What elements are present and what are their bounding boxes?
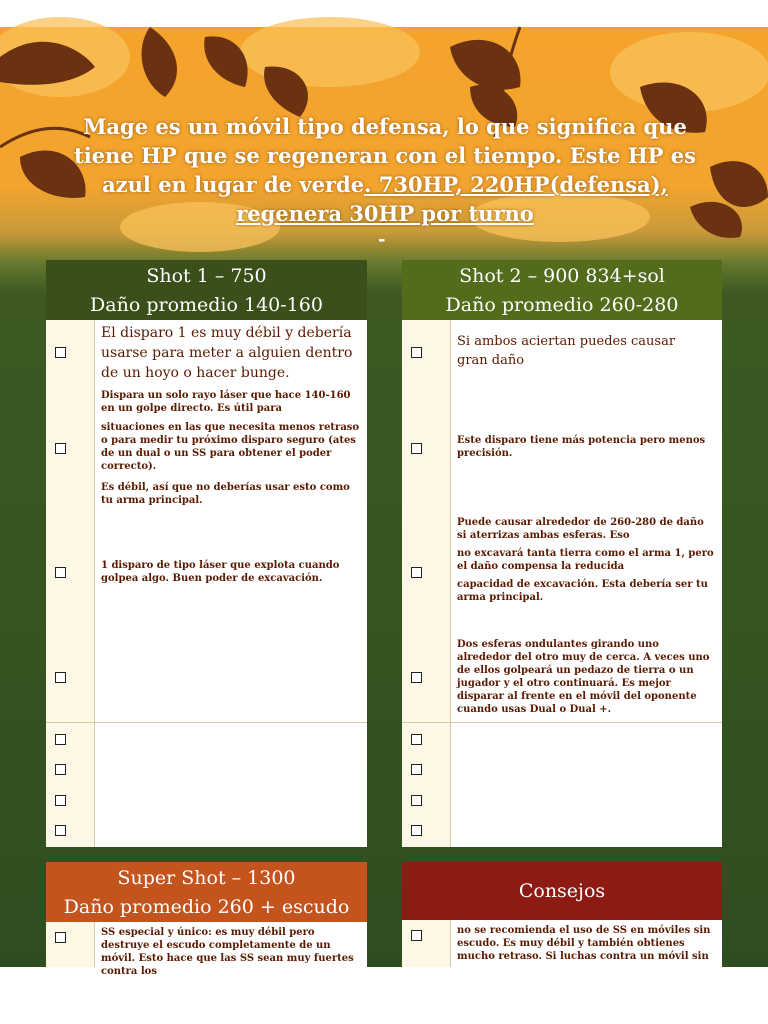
shot1-card [46, 260, 367, 847]
super-shot-item: SS especial y único: es muy débil pero destruye el escudo completamente de un móvil. Esto hace que las SS sean muy fuertes contra los [101, 927, 354, 977]
checkbox[interactable] [55, 825, 66, 836]
shot1-item: Dispara un solo rayo láser que hace 140-160 en un golpe directo. Es útil para [101, 390, 351, 414]
shot1-item: El disparo 1 es muy débil y debería usarse para meter a alguien dentro de un hoyo o hacer bunge. [101, 325, 353, 381]
checkbox[interactable] [55, 567, 66, 578]
checkbox[interactable] [411, 672, 422, 683]
checkbox[interactable] [411, 764, 422, 775]
separator-dash: - [378, 229, 386, 250]
checkbox[interactable] [411, 795, 422, 806]
checkbox[interactable] [411, 567, 422, 578]
shot2-item: capacidad de excavación. Esta debería ser tu arma principal. [457, 579, 708, 603]
tips-header [402, 862, 722, 920]
page-background [0, 27, 768, 977]
checkbox[interactable] [411, 930, 422, 941]
checkbox[interactable] [55, 932, 66, 943]
checkbox[interactable] [411, 734, 422, 745]
checkbox[interactable] [411, 347, 422, 358]
checkbox[interactable] [55, 764, 66, 775]
tips-title: Consejos [518, 880, 606, 902]
checkbox[interactable] [411, 443, 422, 454]
tips-item: no se recomienda el uso de SS en móviles sin escudo. Es muy débil y también obtienes mucho retraso. Si luchas contra un móvil sin [457, 925, 711, 962]
super-shot-subtitle: Daño promedio 260 + escudo [63, 896, 350, 918]
shot2-title: Shot 2 – 900 834+sol [459, 265, 665, 287]
super-shot-card [46, 862, 367, 977]
checkbox[interactable] [55, 795, 66, 806]
checkbox[interactable] [55, 347, 66, 358]
checkbox[interactable] [55, 672, 66, 683]
shot2-header [402, 260, 722, 320]
shot2-item: Si ambos aciertan puedes causar gran daño [457, 334, 676, 368]
super-shot-header [46, 862, 367, 922]
shot1-subtitle: Daño promedio 140-160 [90, 294, 323, 316]
super-shot-title: Super Shot – 1300 [117, 867, 296, 889]
shot2-item: Puede causar alrededor de 260-280 de daño si aterrizas ambas esferas. Eso [457, 517, 704, 541]
shot1-item: Es débil, así que no deberías usar esto como tu arma principal. [101, 482, 350, 506]
shot2-subtitle: Daño promedio 260-280 [445, 294, 679, 316]
intro-text: Mage es un móvil tipo defensa, lo que significa que tiene HP que se regeneran con el tiempo. Este HP es azul en lugar de verde. 730HP, 220HP(defensa), regenera 30HP por turno [74, 114, 696, 226]
shot1-item: situaciones en las que necesita menos retraso o para medir tu próximo disparo seguro (ates de un dual o un SS para obtener el poder correcto). [101, 422, 360, 472]
shot2-item: no excavará tanta tierra como el arma 1, pero el daño compensa la reducida [457, 548, 714, 572]
shot2-item: Dos esferas ondulantes girando uno alrededor del otro muy de cerca. A veces uno de ellos golpeará un pedazo de tierra o un jugador y el otro continuará. Es mejor disparar al frente en el móvil del oponente cuando usas Dual o Dual +. [457, 639, 710, 715]
shot1-title: Shot 1 – 750 [146, 265, 267, 287]
shot2-card [402, 260, 722, 847]
checkbox[interactable] [55, 734, 66, 745]
shot2-item: Este disparo tiene más potencia pero menos precisión. [457, 435, 706, 459]
shot1-header [46, 260, 367, 320]
checkbox[interactable] [55, 443, 66, 454]
shot1-item: 1 disparo de tipo láser que explota cuando golpea algo. Buen poder de excavación. [101, 560, 340, 584]
checkbox[interactable] [411, 825, 422, 836]
tips-card [402, 862, 722, 967]
